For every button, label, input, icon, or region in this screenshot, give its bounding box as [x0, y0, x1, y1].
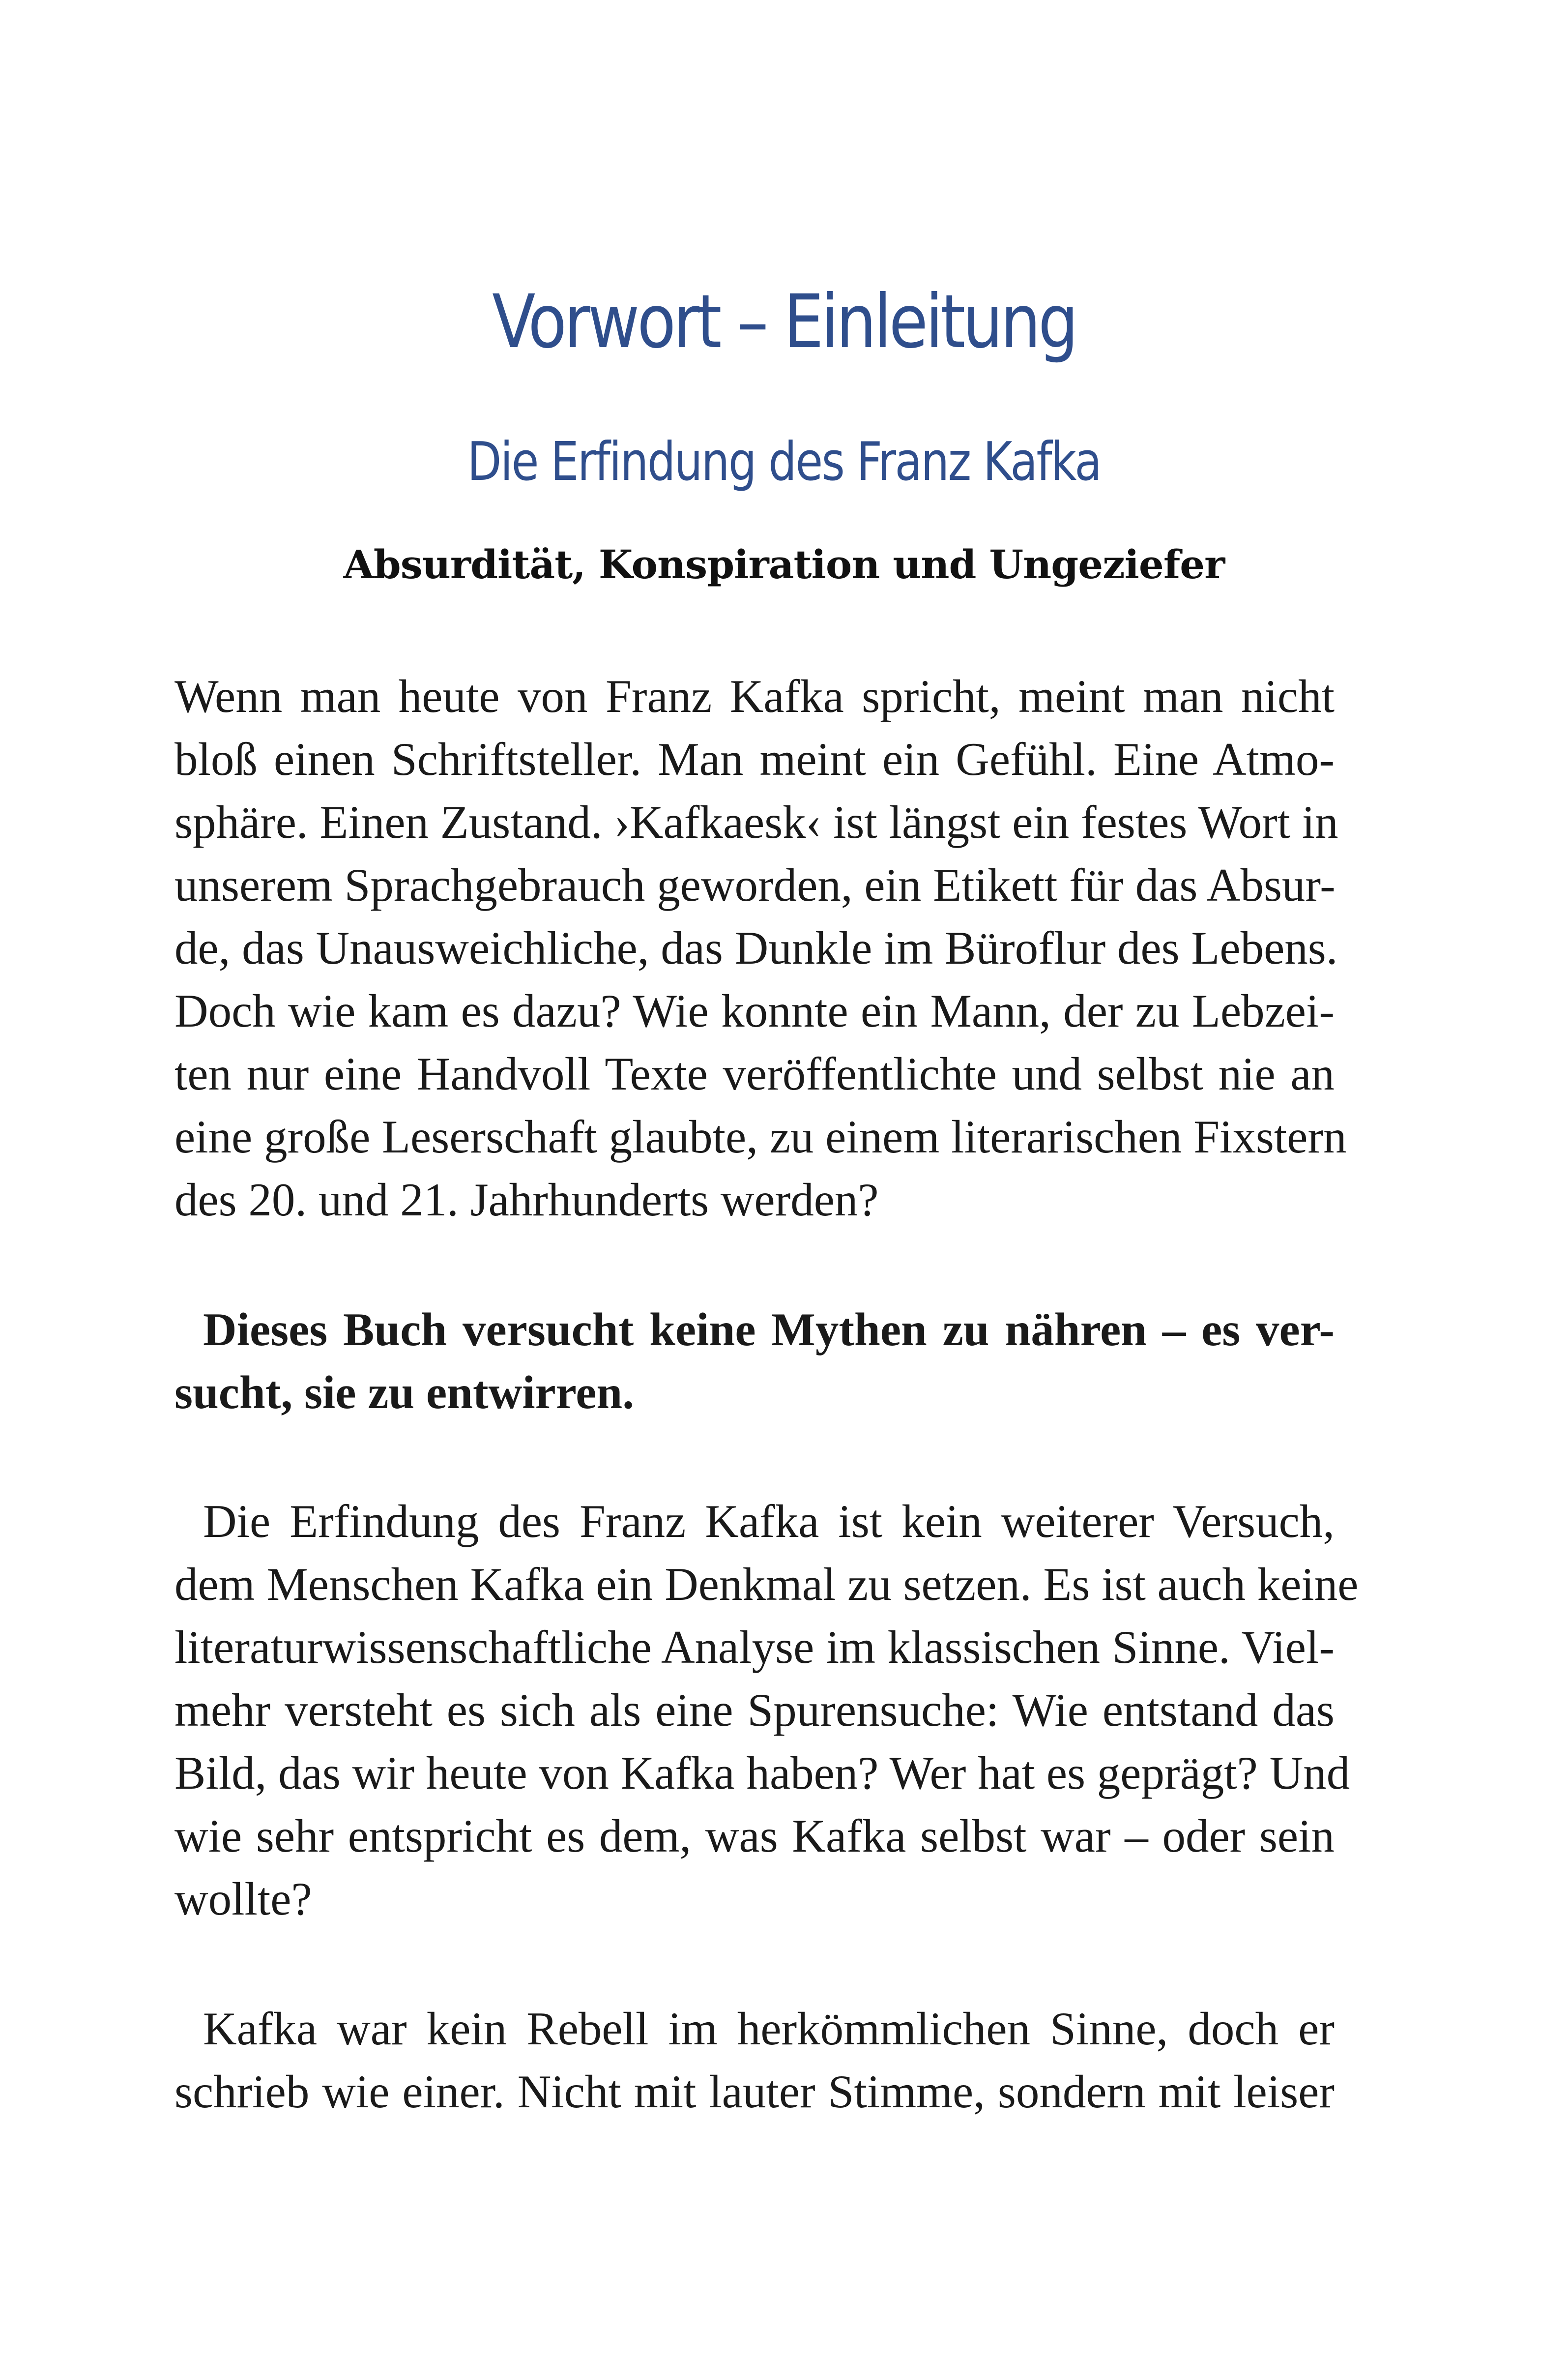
chapter-subtitle: Die Erfindung des Franz Kafka	[467, 431, 1101, 493]
chapter-title: Vorwort – Einleitung	[492, 279, 1076, 365]
text-line: Dieses Buch versucht keine Mythen zu nähren – es ver-	[203, 1303, 1335, 1356]
text-line: literaturwissenschaftliche Analyse im klassischen Sinne. Viel-	[174, 1621, 1335, 1673]
text-line: mehr versteht es sich als eine Spurensuche: Wie entstand das	[174, 1684, 1335, 1736]
text-line: Bild, das wir heute von Kafka haben? Wer hat es geprägt? Und	[174, 1747, 1350, 1799]
text-line: sphäre. Einen Zustand. ›Kafkaesk‹ ist längst ein festes Wort in	[174, 796, 1338, 848]
paragraph-thesis	[174, 1298, 1335, 1424]
text-line: Kafka war kein Rebell im herkömmlichen Sinne, doch er	[203, 2003, 1335, 2055]
text-line: schrieb wie einer. Nicht mit lauter Stimme, sondern mit leiser	[174, 2065, 1335, 2118]
text-line: bloß einen Schriftsteller. Man meint ein Gefühl. Eine Atmo-	[174, 733, 1335, 785]
text-line: Wenn man heute von Franz Kafka spricht, meint man nicht	[174, 670, 1335, 722]
paragraph-rebel	[174, 1997, 1335, 2123]
paragraph-purpose	[174, 1490, 1359, 1930]
text-line: sucht, sie zu entwirren.	[174, 1366, 634, 1418]
text-line: de, das Unausweichliche, das Dunkle im Büroflur des Lebens.	[174, 922, 1338, 974]
text-line: ten nur eine Handvoll Texte veröffentlichte und selbst nie an	[174, 1048, 1335, 1100]
text-line: Doch wie kam es dazu? Wie konnte ein Mann, der zu Lebzei-	[174, 985, 1335, 1037]
paragraph-intro	[174, 665, 1347, 1231]
text-line: unserem Sprachgebrauch geworden, ein Etikett für das Absur-	[174, 859, 1336, 911]
text-line: dem Menschen Kafka ein Denkmal zu setzen. Es ist auch keine	[174, 1558, 1359, 1610]
text-line: eine große Leserschaft glaubte, zu einem literarischen Fixstern	[174, 1111, 1347, 1163]
text-line: des 20. und 21. Jahrhunderts werden?	[174, 1174, 879, 1226]
section-heading: Absurdität, Konspiration und Ungeziefer	[343, 541, 1225, 588]
text-line: Die Erfindung des Franz Kafka ist kein weiterer Versuch,	[203, 1495, 1335, 1547]
text-line: wie sehr entspricht es dem, was Kafka selbst war – oder sein	[174, 1810, 1335, 1862]
text-line: wollte?	[174, 1873, 312, 1925]
